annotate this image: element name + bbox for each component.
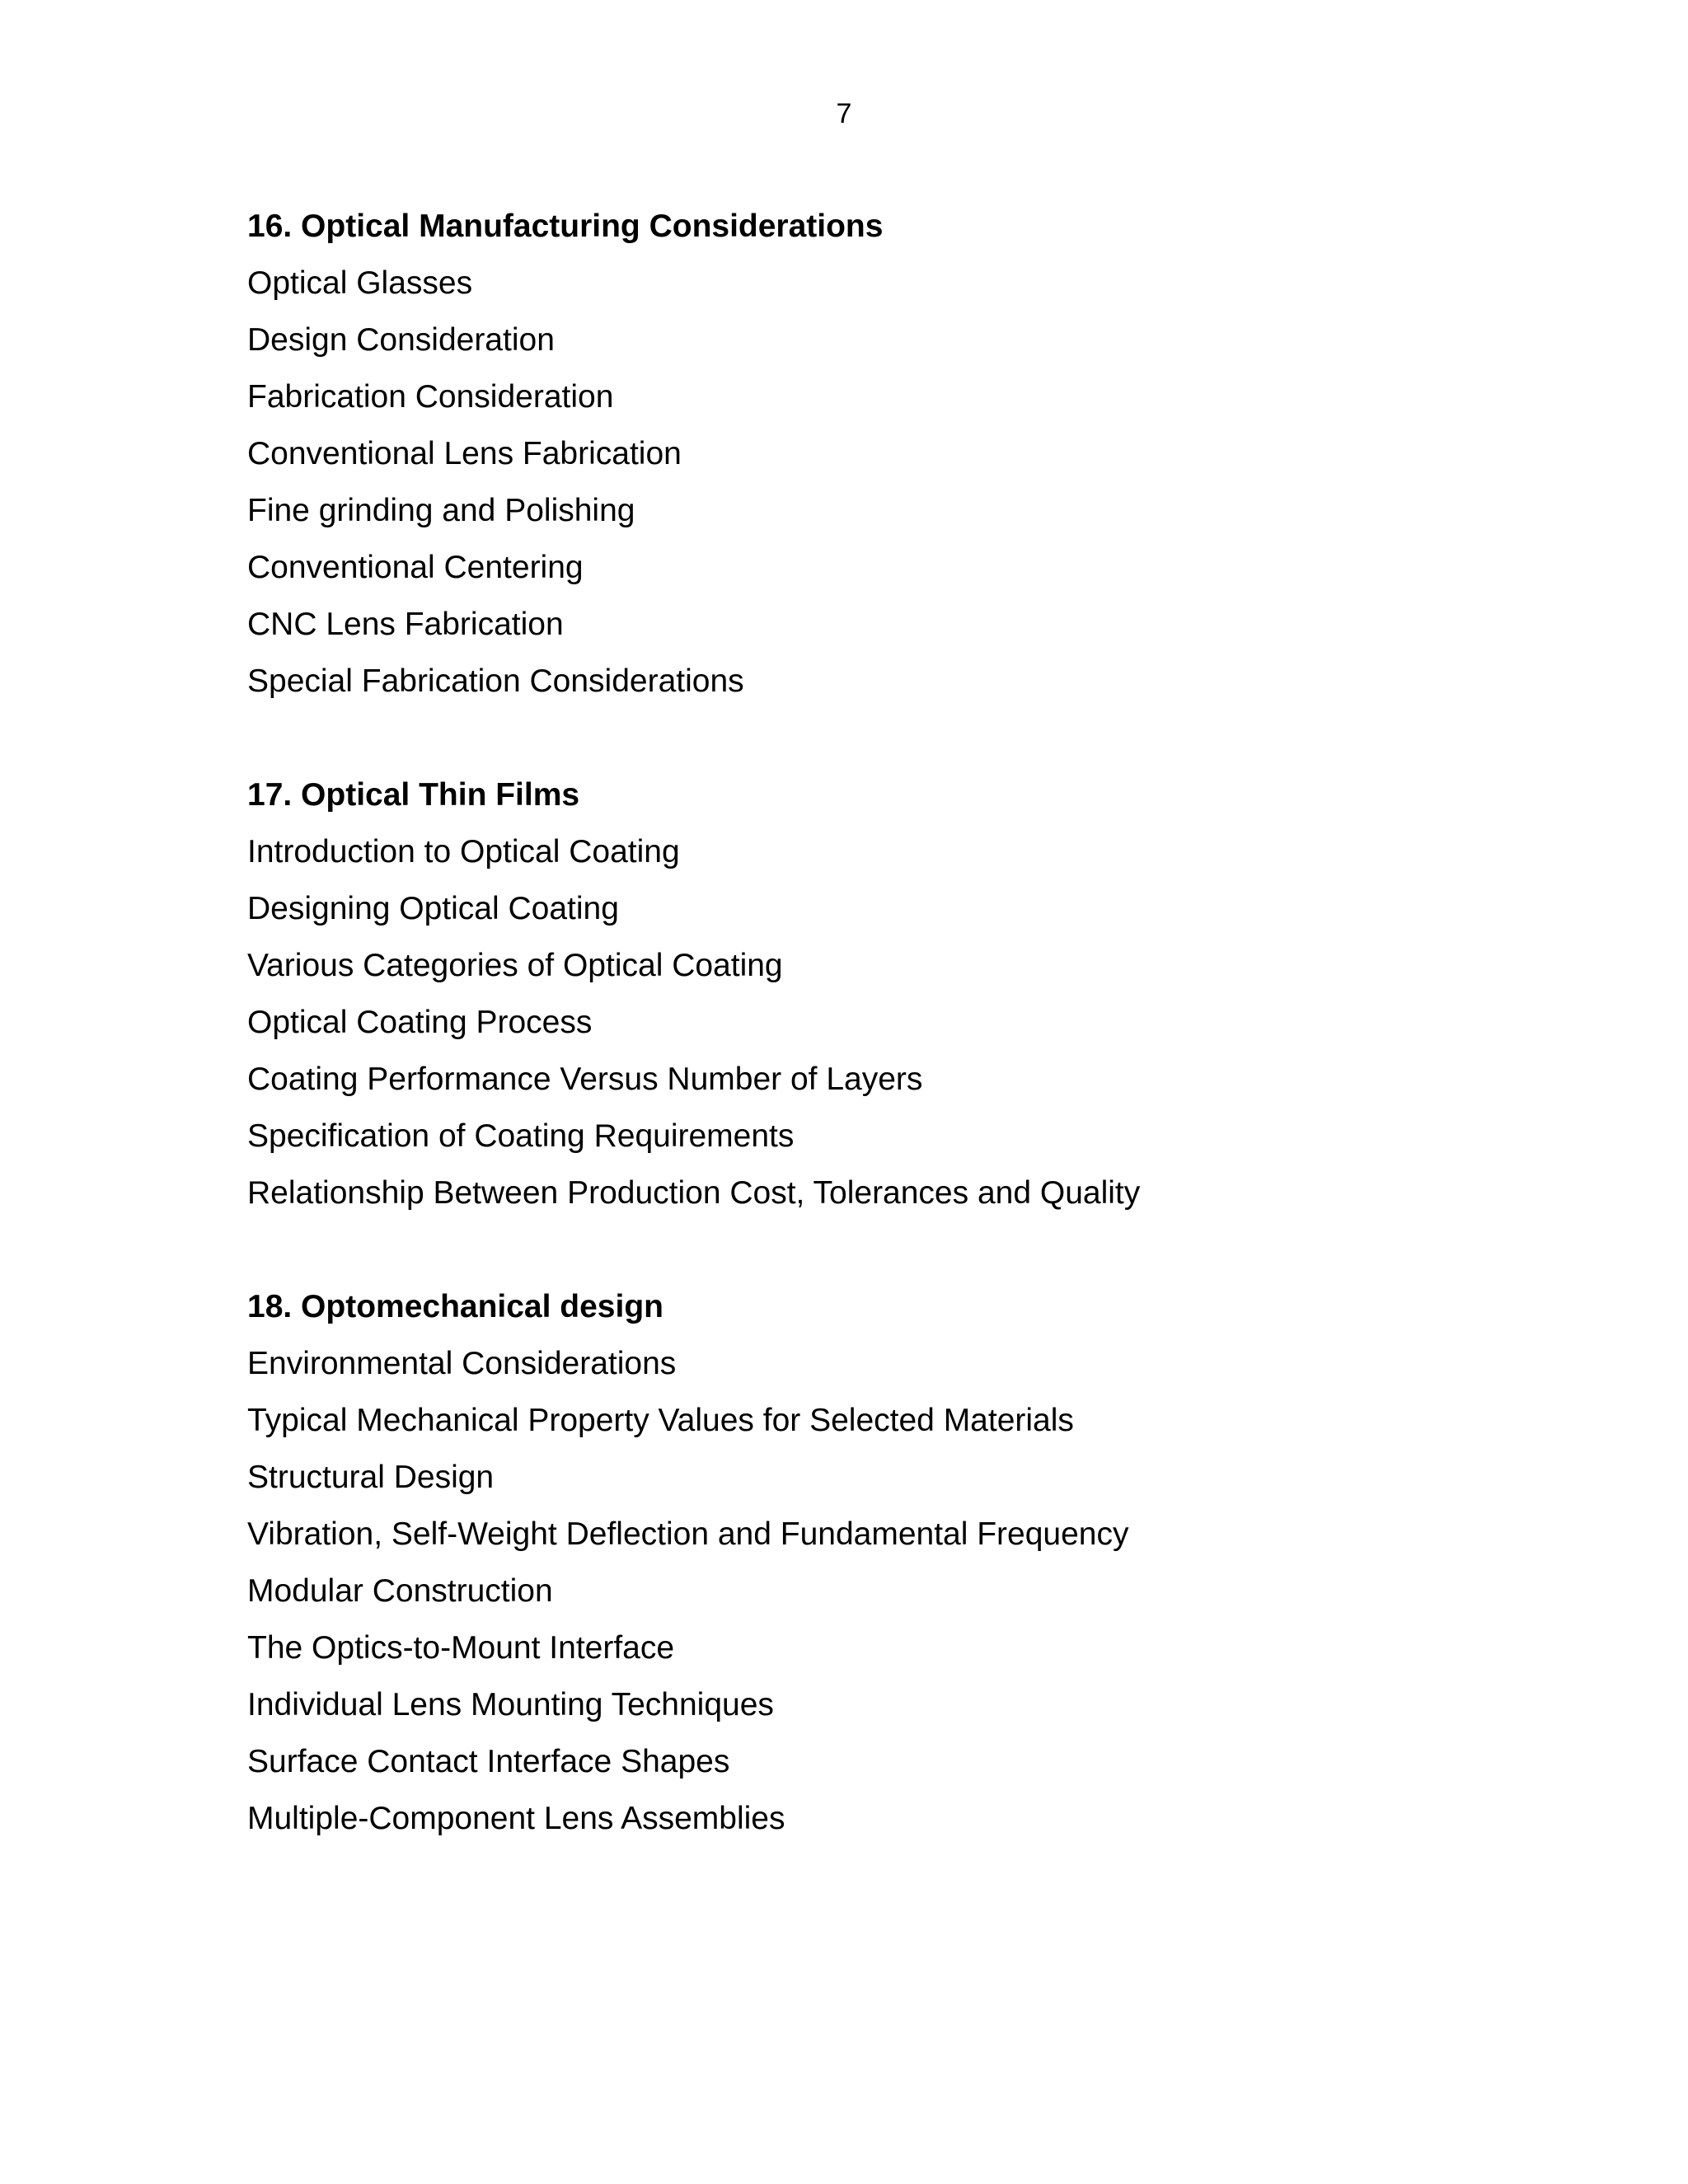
list-item: Vibration, Self-Weight Deflection and Fundamental Frequency	[247, 1516, 1129, 1552]
list-item: Various Categories of Optical Coating	[247, 948, 783, 983]
section-items	[247, 1335, 1566, 1847]
list-item: Individual Lens Mounting Techniques	[247, 1687, 774, 1722]
list-item: Environmental Considerations	[247, 1346, 677, 1381]
list-item: Conventional Lens Fabrication	[247, 436, 682, 471]
list-item: Design Consideration	[247, 322, 555, 358]
list-item: Multiple-Component Lens Assemblies	[247, 1801, 785, 1836]
list-item: Modular Construction	[247, 1573, 553, 1609]
section-items	[247, 823, 1566, 1221]
list-item: Typical Mechanical Property Values for Selected Materials	[247, 1403, 1074, 1438]
list-item: Surface Contact Interface Shapes	[247, 1744, 730, 1779]
list-item: Fabrication Consideration	[247, 379, 614, 415]
list-item: The Optics-to-Mount Interface	[247, 1630, 675, 1666]
section-17	[247, 766, 1566, 1221]
list-item: Structural Design	[247, 1460, 495, 1495]
section-title: 18. Optomechanical design	[247, 1289, 663, 1324]
list-item: Optical Glasses	[247, 265, 473, 301]
table-of-contents	[247, 198, 1566, 1904]
list-item: Coating Performance Versus Number of Layers	[247, 1062, 923, 1097]
list-item: CNC Lens Fabrication	[247, 607, 564, 642]
section-title: 17. Optical Thin Films	[247, 777, 580, 813]
list-item: Designing Optical Coating	[247, 891, 619, 926]
page-number: 7	[836, 98, 852, 129]
list-item: Specification of Coating Requirements	[247, 1118, 795, 1154]
list-item: Special Fabrication Considerations	[247, 663, 744, 699]
list-item: Conventional Centering	[247, 550, 584, 585]
section-title: 16. Optical Manufacturing Considerations	[247, 209, 884, 244]
list-item: Introduction to Optical Coating	[247, 834, 680, 869]
section-16	[247, 198, 1566, 710]
list-item: Fine grinding and Polishing	[247, 493, 635, 528]
section-items	[247, 255, 1566, 710]
list-item: Relationship Between Production Cost, Tolerances and Quality	[247, 1175, 1141, 1211]
section-18	[247, 1278, 1566, 1847]
list-item: Optical Coating Process	[247, 1005, 593, 1040]
